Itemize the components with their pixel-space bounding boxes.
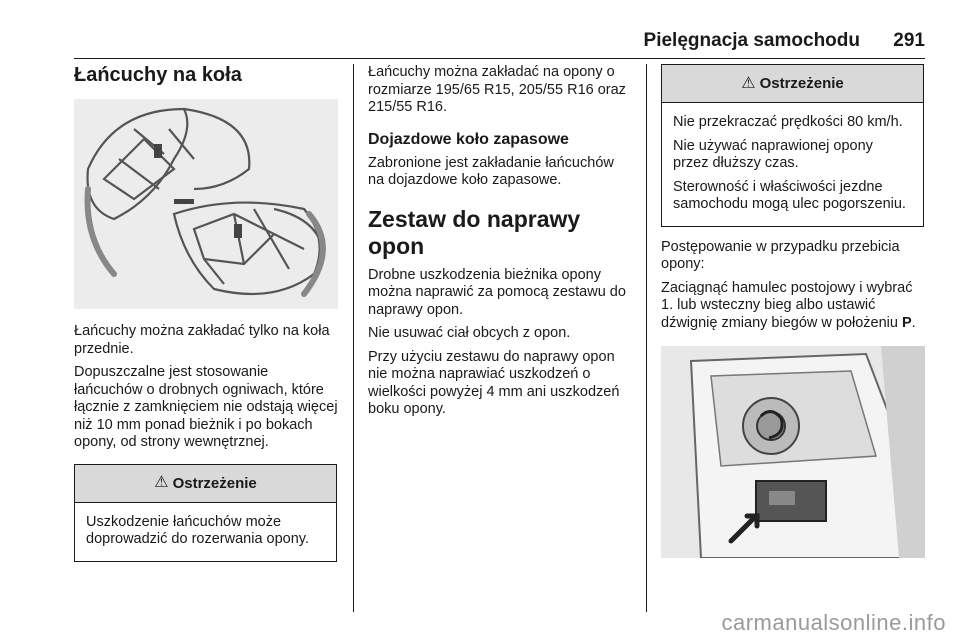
column-divider (646, 64, 647, 612)
warning-box (74, 464, 337, 562)
warning-body (75, 503, 336, 561)
left-column (74, 58, 338, 562)
warning-header (662, 65, 923, 103)
warning-header (75, 465, 336, 503)
paragraph: Łańcuchy można zakładać tylko na koła przednie. (74, 323, 330, 357)
warning-title: Ostrzeżenie (172, 474, 257, 492)
warning-triangle-icon: ⚠ (154, 474, 169, 491)
trunk-compartment-drawing (661, 346, 925, 558)
warning-text: Uszkodzenie łańcuchów może doprowadzić do rozerwania opony. (86, 513, 310, 547)
warning-title: Ostrzeżenie (759, 75, 844, 92)
warning-body (662, 103, 923, 226)
warning-text: Nie używać naprawionej opony przez dłuższy czas. (673, 137, 873, 171)
subsection-heading: Dojazdowe koło zapasowe (368, 130, 569, 148)
paragraph: Nie usuwać ciał obcych z opon. (368, 325, 571, 341)
right-column (661, 64, 925, 558)
page-header (74, 28, 925, 59)
warning-text: Nie przekraczać prędkości 80 km/h. (673, 114, 903, 130)
paragraph-end: . (911, 314, 916, 331)
paragraph: Przy użyciu zestawu do naprawy opon nie można naprawiać uszkodzeń o wielkości powyżej 4 mm ani uszkodzeń boku opony. (368, 348, 620, 417)
paragraph: Zabronione jest zakładanie łańcuchów na dojazdowe koło zapasowe. (368, 154, 614, 188)
page-number: 291 (893, 30, 925, 51)
paragraph: Dopuszczalne jest stosowanie łańcuchów o drobnych ogniwach, które łącznie z zamknięciem nie odstają więcej niż 10 mm ponad bieżnik i po bokach opony, od strony wewnętrznej. (74, 364, 338, 450)
tyre-repair-kit-illustration (661, 346, 925, 558)
paragraph-text: Zaciągnąć hamulec postojowy i wybrać 1. lub wsteczny bieg albo ustawić dźwignię zmiany biegów w położeniu (661, 279, 913, 331)
warning-text: Sterowność i właściwości jezdne samochodu mogą ulec pogorszeniu. (673, 178, 906, 212)
column-divider (353, 64, 354, 612)
paragraph: Łańcuchy można zakładać na opony o rozmiarze 195/65 R15, 205/55 R16 oraz 215/55 R16. (368, 64, 626, 115)
snow-chains-illustration (74, 99, 338, 309)
paragraph: Drobne uszkodzenia bieżnika opony można naprawić za pomocą zestawu do naprawy opon. (368, 266, 626, 318)
snow-chains-drawing (74, 99, 338, 309)
gear-position-label: P (902, 314, 912, 331)
section-heading: Zestaw do naprawy opon (368, 205, 581, 259)
middle-column (368, 64, 632, 425)
warning-box (661, 64, 924, 227)
watermark: carmanualsonline.info (721, 610, 946, 635)
paragraph (661, 280, 925, 333)
header-title: Pielęgnacja samochodu (643, 30, 860, 51)
paragraph: Postępowanie w przypadku przebicia opony: (661, 238, 900, 272)
chapter-heading: Łańcuchy na koła (74, 64, 242, 86)
warning-triangle-icon: ⚠ (741, 74, 756, 92)
